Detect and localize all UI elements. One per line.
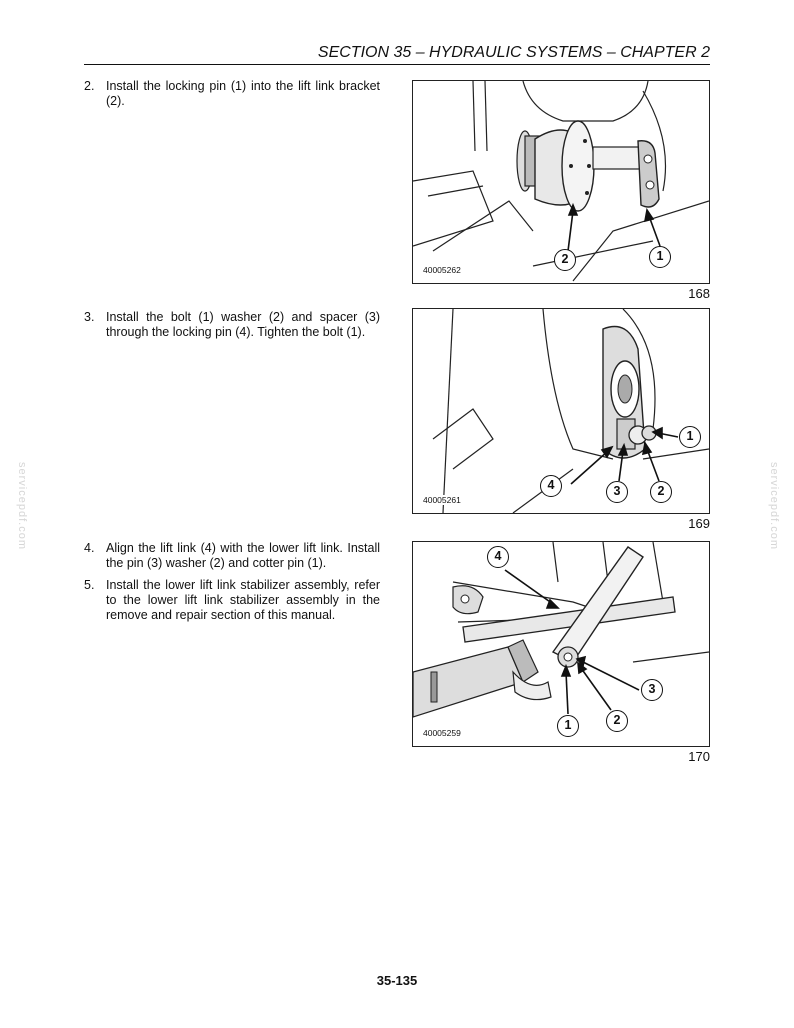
- step-number: 2.: [84, 79, 95, 93]
- watermark: servicepdf.com: [767, 462, 780, 550]
- page-header: SECTION 35 – HYDRAULIC SYSTEMS – CHAPTER 2: [84, 44, 710, 65]
- watermark: servicepdf.com: [15, 462, 28, 550]
- figure-bolt-washer-spacer: [412, 308, 710, 514]
- callout-3: 3: [641, 679, 663, 701]
- step-number: 5.: [84, 578, 95, 592]
- figure-number: 168: [688, 286, 710, 301]
- callout-2: 2: [554, 249, 576, 271]
- step-3: [84, 310, 380, 340]
- lift-link-illustration: [413, 542, 709, 746]
- callout-4: 4: [540, 475, 562, 497]
- figure-number: 169: [688, 516, 710, 531]
- step-text: Install the locking pin (1) into the lift link bracket (2).: [106, 79, 380, 108]
- figure-code: 40005259: [423, 728, 461, 738]
- callout-2: 2: [606, 710, 628, 732]
- callout-1: 1: [679, 426, 701, 448]
- figure-lift-link-alignment: [412, 541, 710, 747]
- callout-1: 1: [557, 715, 579, 737]
- callout-2: 2: [650, 481, 672, 503]
- callout-4: 4: [487, 546, 509, 568]
- callout-1: 1: [649, 246, 671, 268]
- step-number: 3.: [84, 310, 95, 324]
- figure-code: 40005261: [423, 495, 461, 505]
- step-2: [84, 79, 380, 109]
- step-5: [84, 578, 380, 623]
- figure-locking-pin: [412, 80, 710, 284]
- page-number: 35-135: [376, 973, 418, 988]
- step-text: Align the lift link (4) with the lower lift link. Install the pin (3) washer (2) and cotter pin (1).: [106, 541, 380, 570]
- step-number: 4.: [84, 541, 95, 555]
- step-text: Install the bolt (1) washer (2) and spacer (3) through the locking pin (4). Tighten the bolt (1).: [106, 310, 380, 339]
- callout-3: 3: [606, 481, 628, 503]
- figure-code: 40005262: [423, 265, 461, 275]
- step-text: Install the lower lift link stabilizer assembly, refer to the lower lift link stabilizer assembly in the remove and repair section of this manual.: [106, 578, 380, 622]
- step-4: [84, 541, 380, 571]
- figure-number: 170: [688, 749, 710, 764]
